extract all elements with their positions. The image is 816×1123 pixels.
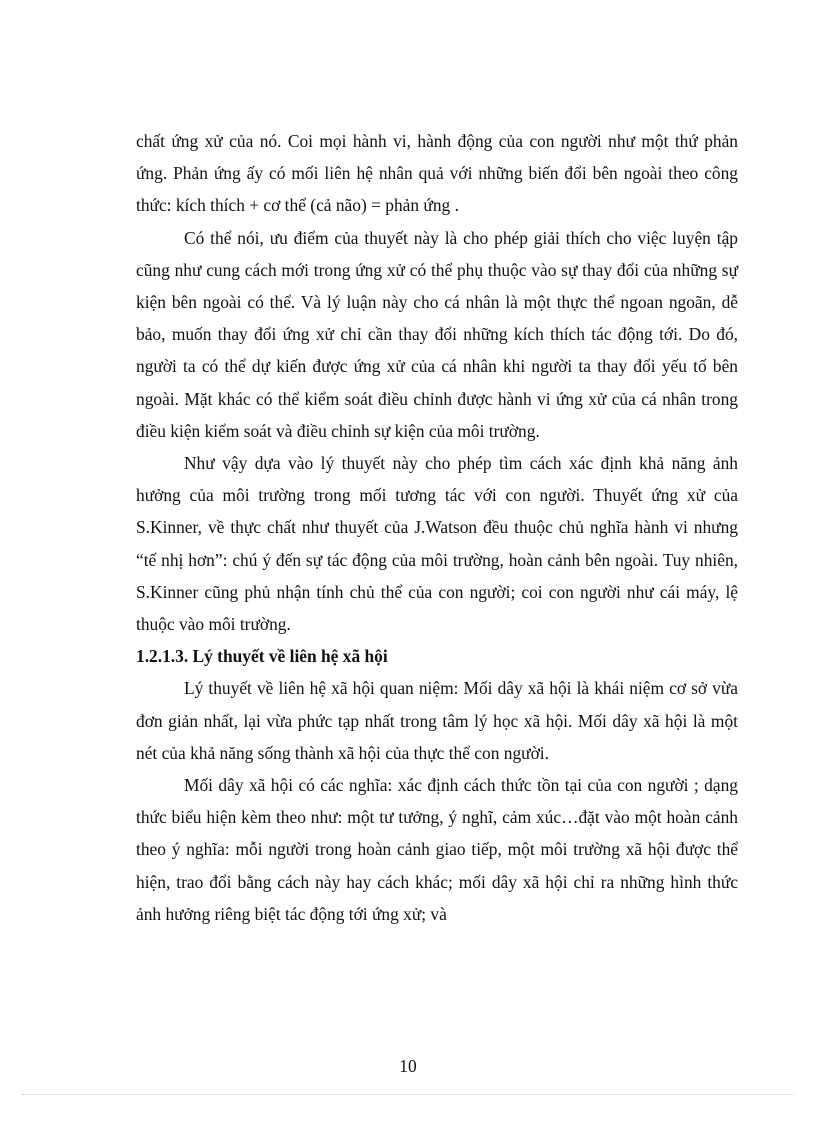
section-heading: 1.2.1.3. Lý thuyết về liên hệ xã hội <box>136 646 388 667</box>
paragraph-skinner-theory: Như vậy dựa vào lý thuyết này cho phép tìm cách xác định khả năng ảnh hưởng của môi trường trong mối tương tác với con người. Thuyết ứng xử của S.Kinner, về thực chất như thuyết của J.Watson đều thuộc chủ nghĩa hành vi nhưng “tế nhị hơn”: chú ý đến sự tác động của môi trường, hoàn cảnh bên ngoài. Tuy nhiên, S.Kinner cũng phủ nhận tính chủ thể của con người; coi con người như cái máy, lệ thuộc vào môi trường. <box>136 453 738 635</box>
paragraph-advantages: Có thể nói, ưu điểm của thuyết này là cho phép giải thích cho việc luyện tập cũng như cung cách mới trong ứng xử có thể phụ thuộc vào sự thay đổi của những sự kiện bên ngoài có thể. Và lý luận này cho cá nhân là một thực thể ngoan ngoãn, dễ bảo, muốn thay đổi ứng xử chỉ cần thay đổi những kích thích tác động tới. Do đó, người ta có thể dự kiến được ứng xử của cá nhân khi người ta thay đổi yếu tố bên ngoài. Mặt khác có thể kiểm soát điều chỉnh được hành vi ứng xử của cá nhân trong điều kiện kiểm soát và điều chỉnh sự kiện của môi trường. <box>136 227 738 441</box>
paragraph-social-bond-concept: Lý thuyết về liên hệ xã hội quan niệm: Mối dây xã hội là khái niệm cơ sở vừa đơn giản nhất, lại vừa phức tạp nhất trong tâm lý học xã hội. Mối dây xã hội là một nét của khả năng sống thành xã hội của thực thể con người. <box>136 678 738 763</box>
page-body <box>136 125 738 930</box>
page-bottom-divider <box>22 1094 794 1095</box>
page-number: 10 <box>399 1056 417 1076</box>
paragraph-social-bond-meanings: Mối dây xã hội có các nghĩa: xác định cách thức tồn tại của con người ; dạng thức biểu hiện kèm theo như: một tư tưởng, ý nghĩ, cảm xúc…đặt vào một hoàn cảnh theo ý nghĩa: mỗi người trong hoàn cảnh giao tiếp, một môi trường xã hội được thể hiện, trao đổi bằng cách này hay cách khác; mối dây xã hội chỉ ra những hình thức ảnh hưởng riêng biệt tác động tới ứng xử; và <box>136 775 738 924</box>
paragraph-continuation: chất ứng xử của nó. Coi mọi hành vi, hành động của con người như một thứ phản ứng. Phản ứng ấy có mối liên hệ nhân quả với những biến đổi bên ngoài theo công thức: kích thích + cơ thể (cả não) = phản ứng . <box>136 131 738 216</box>
